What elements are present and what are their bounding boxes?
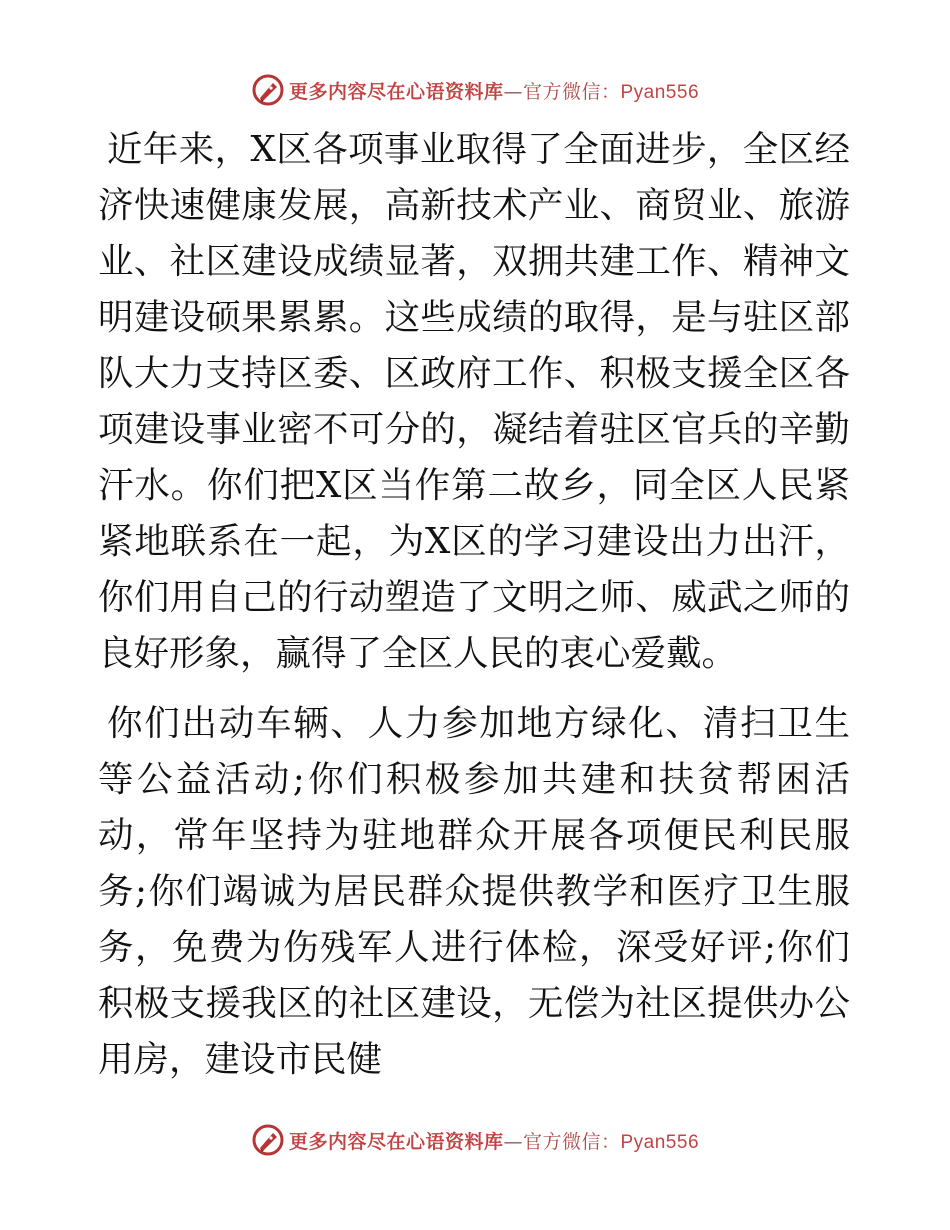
banner-text: [289, 1127, 699, 1154]
pen-nib-logo-icon: [251, 73, 285, 107]
banner-wechat-id: Pyan556: [620, 1131, 700, 1153]
header-banner: [0, 70, 950, 110]
footer-banner: [0, 1120, 950, 1160]
banner-site-name: 更多内容尽在心语资料库: [288, 1130, 504, 1153]
paragraph-2: 你们出动车辆、人力参加地方绿化、清扫卫生等公益活动;你们积极参加共建和扶贫帮困活动，常年坚持为驻地群众开展各项便民利民服务;你们竭诚为居民群众提供教学和医疗卫生服务，免费为伤残军人进行体检，深受好评;你们积极支援我区的社区建设，无偿为社区提供办公用房，建设市民健: [98, 703, 850, 1080]
banner-dash: —: [503, 1130, 523, 1153]
document-body: [98, 122, 850, 1088]
pen-nib-logo-icon: [251, 1123, 285, 1157]
banner-wechat-id: Pyan556: [620, 81, 700, 103]
banner-dash: —: [503, 80, 523, 103]
banner-wechat-label: 官方微信：: [522, 1130, 621, 1153]
banner-site-name: 更多内容尽在心语资料库: [288, 80, 504, 103]
banner-text: [289, 77, 699, 104]
paragraph-1: 近年来，X区各项事业取得了全面进步，全区经济快速健康发展，高新技术产业、商贸业、旅游业、社区建设成绩显著，双拥共建工作、精神文明建设硕果累累。这些成绩的取得，是与驻区部队大力支持区委、区政府工作、积极支援全区各项建设事业密不可分的，凝结着驻区官兵的辛勤汗水。你们把X区当作第二故乡，同全区人民紧紧地联系在一起，为X区的学习建设出力出汗，你们用自己的行动塑造了文明之师、威武之师的良好形象，赢得了全区人民的衷心爱戴。: [98, 129, 850, 674]
banner-wechat-label: 官方微信：: [522, 80, 621, 103]
